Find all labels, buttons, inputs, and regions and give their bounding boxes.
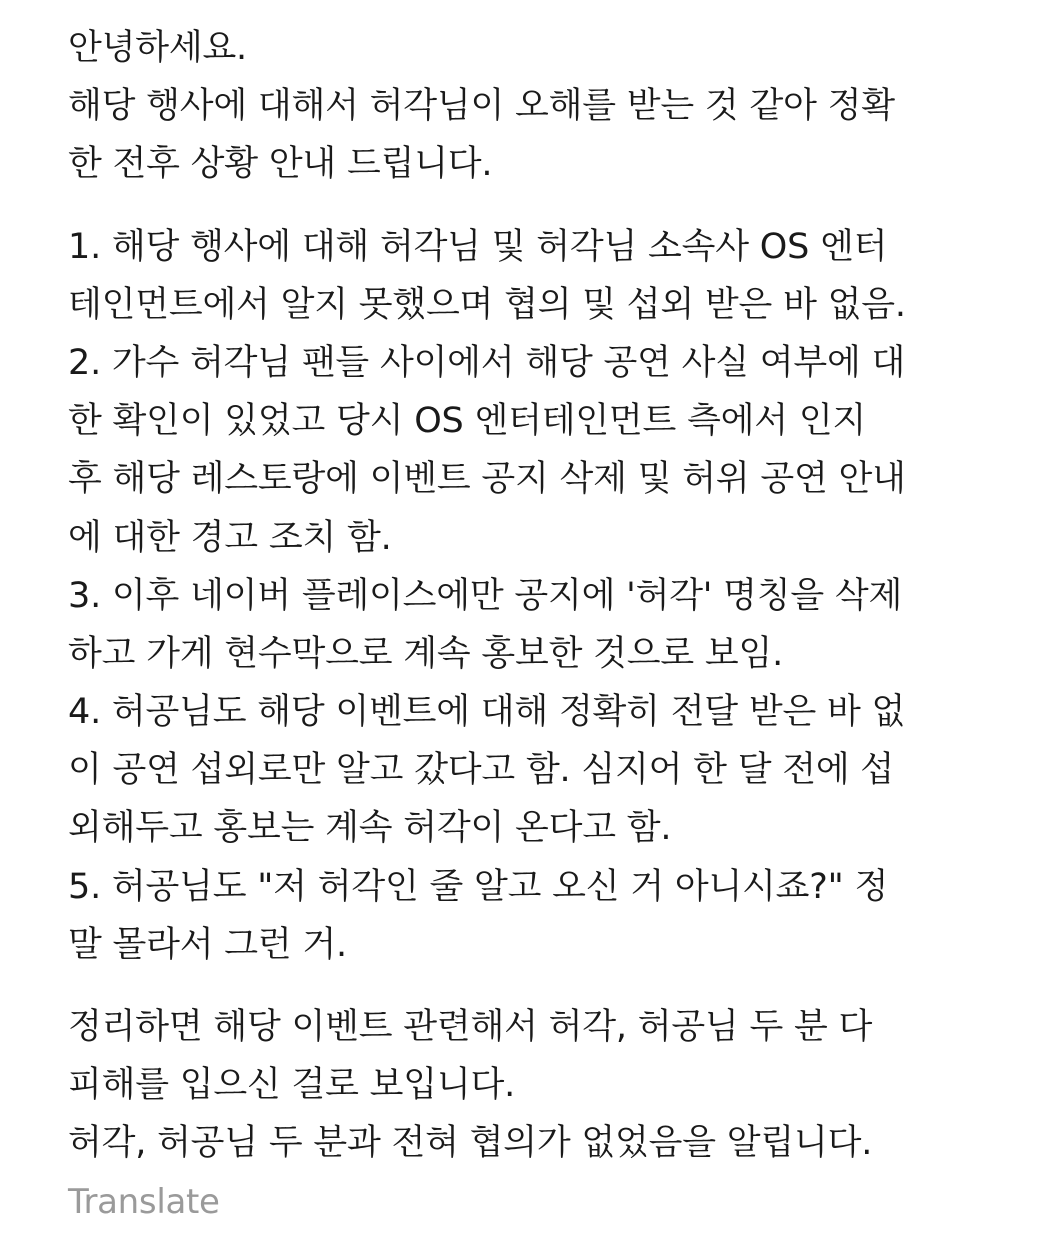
text-line: 안녕하세요. <box>68 28 247 68</box>
intro-paragraph <box>68 77 1028 193</box>
summary-paragraph <box>68 998 1028 1173</box>
list-item-1 <box>68 218 1028 334</box>
paragraph-gap <box>68 194 1028 218</box>
text-line: 이 공연 섭외로만 알고 갔다고 함. 심지어 한 달 전에 섭 <box>68 750 894 791</box>
text-line: 에 대한 경고 조치 함. <box>68 517 392 558</box>
text-line: 4. 허공님도 해당 이벤트에 대해 정확히 전달 받은 바 없 <box>68 692 906 733</box>
list-item-5 <box>68 858 1028 974</box>
translate-link[interactable]: Translate <box>68 1181 220 1222</box>
text-line: 정리하면 해당 이벤트 관련해서 허각, 허공님 두 분 다 <box>68 1007 873 1047</box>
list-item-4 <box>68 683 1028 858</box>
paragraph-gap <box>68 974 1028 998</box>
text-line: 해당 행사에 대해서 허각님이 오해를 받는 것 같아 정확 <box>68 86 895 127</box>
text-line: 한 전후 상황 안내 드립니다. <box>68 144 493 185</box>
text-line: 테인먼트에서 알지 못했으며 협의 및 섭외 받은 바 없음. <box>68 284 906 325</box>
text-line: 허각, 허공님 두 분과 전혀 협의가 없었음을 알립니다. <box>68 1123 873 1164</box>
text-line: 피해를 입으신 걸로 보입니다. <box>68 1065 516 1106</box>
text-line: 3. 이후 네이버 플레이스에만 공지에 '허각' 명칭을 삭제 <box>68 575 903 616</box>
text-line: 5. 허공님도 "저 허각인 줄 알고 오신 거 아니시죠?" 정 <box>68 866 889 907</box>
text-line: 2. 가수 허각님 팬들 사이에서 해당 공연 사실 여부에 대 <box>68 342 906 383</box>
text-line: 한 확인이 있었고 당시 OS 엔터테인먼트 측에서 인지 <box>68 401 867 442</box>
post-body <box>68 19 1028 1231</box>
text-line: 외해두고 홍보는 계속 허각이 온다고 함. <box>68 808 672 849</box>
list-item-2 <box>68 334 1028 567</box>
text-line: 말 몰라서 그런 거. <box>68 924 347 965</box>
list-item-3 <box>68 567 1028 683</box>
text-line: 하고 가게 현수막으로 계속 홍보한 것으로 보임. <box>68 633 784 674</box>
text-line: 1. 해당 행사에 대해 허각님 및 허각님 소속사 OS 엔터 <box>68 226 888 267</box>
greeting <box>68 19 1028 77</box>
text-line: 후 해당 레스토랑에 이벤트 공지 삭제 및 허위 공연 안내 <box>68 459 906 500</box>
